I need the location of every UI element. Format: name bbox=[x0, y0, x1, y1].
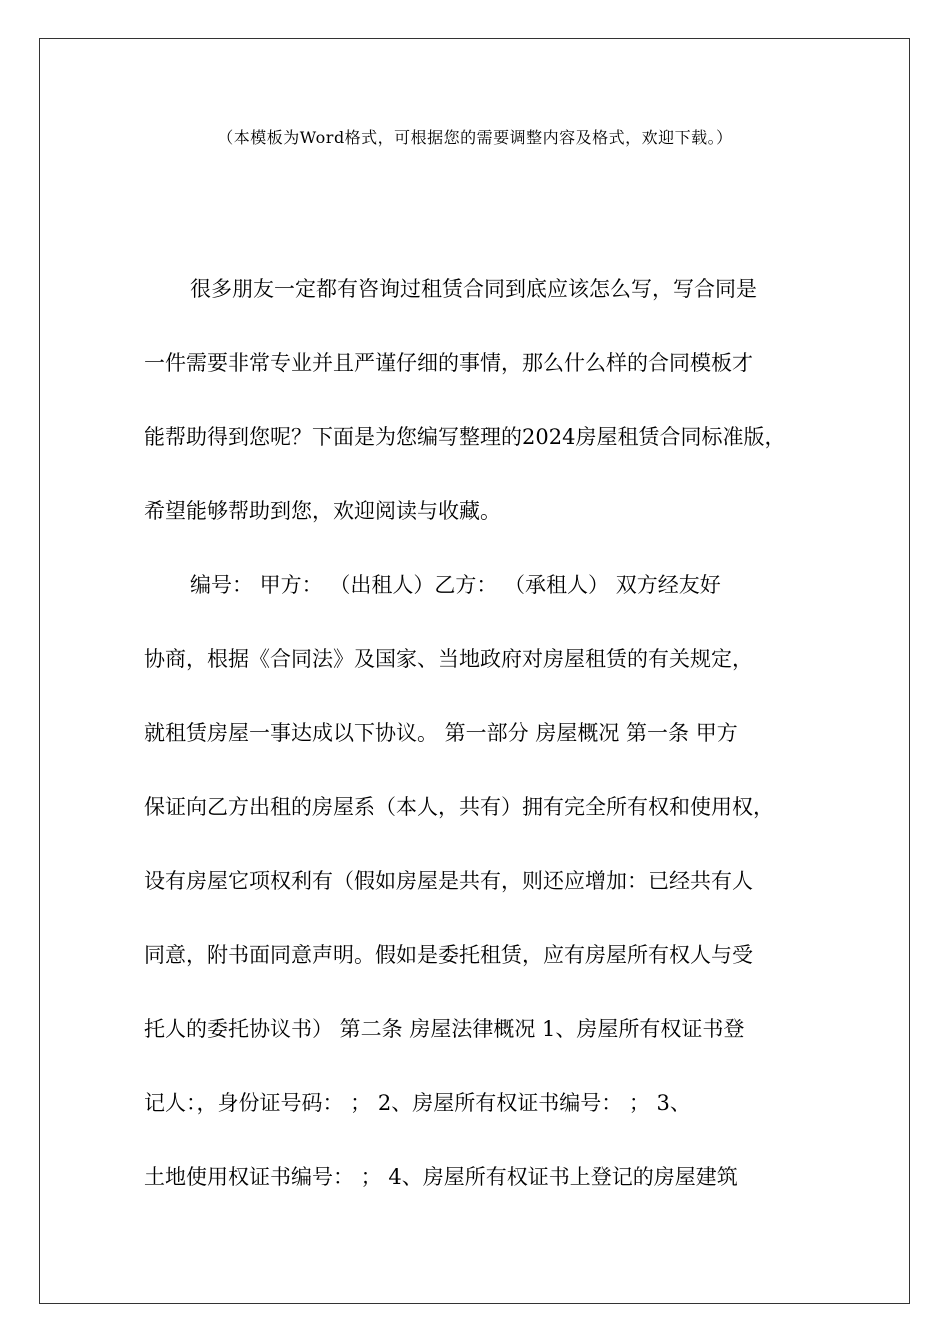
paragraph-line-6: 协商，根据《合同法》及国家、当地政府对房屋租赁的有关规定， bbox=[144, 647, 753, 671]
paragraph-line-4: 希望能够帮助到您，欢迎阅读与收藏。 bbox=[144, 499, 501, 523]
paragraph-line-9: 设有房屋它项权利有（假如房屋是共有，则还应增加：已经共有人 bbox=[144, 869, 753, 893]
paragraph-line-7: 就租赁房屋一事达成以下协议。 第一部分 房屋概况 第一条 甲方 bbox=[144, 721, 738, 745]
paragraph-line-10: 同意，附书面同意声明。假如是委托租赁，应有房屋所有权人与受 bbox=[144, 943, 753, 967]
paragraph-line-8: 保证向乙方出租的房屋系（本人，共有）拥有完全所有权和使用权， bbox=[144, 795, 774, 819]
paragraph-line-2: 一件需要非常专业并且严谨仔细的事情，那么什么样的合同模板才 bbox=[144, 351, 753, 375]
paragraph-line-11: 托人的委托协议书） 第二条 房屋法律概况 1、房屋所有权证书登 bbox=[144, 1017, 745, 1041]
paragraph-line-5: 编号： 甲方： （出租人）乙方： （承租人） 双方经友好 bbox=[190, 573, 721, 597]
paragraph-line-3: 能帮助得到您呢？下面是为您编写整理的2024房屋租赁合同标准版， bbox=[144, 425, 786, 449]
paragraph-line-13: 土地使用权证书编号： ； 4、房屋所有权证书上登记的房屋建筑 bbox=[144, 1165, 738, 1189]
template-notice: （本模板为Word格式，可根据您的需要调整内容及格式，欢迎下载。） bbox=[217, 128, 733, 147]
paragraph-line-1: 很多朋友一定都有咨询过租赁合同到底应该怎么写，写合同是 bbox=[190, 277, 757, 301]
paragraph-line-12: 记人：，身份证号码： ； 2、房屋所有权证书编号： ； 3、 bbox=[144, 1091, 691, 1115]
